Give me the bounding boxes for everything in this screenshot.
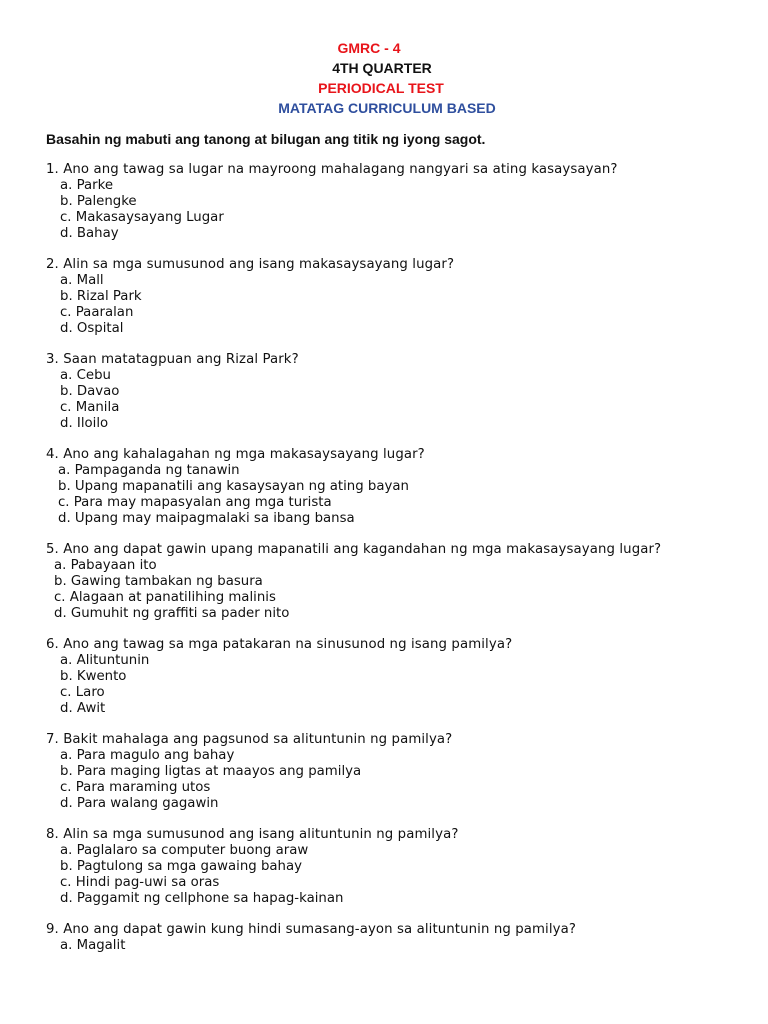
choice-c: c. Hindi pag-uwi sa oras <box>60 875 220 890</box>
choice-a: a. Para magulo ang bahay <box>60 748 235 763</box>
choice-b: b. Davao <box>60 384 120 399</box>
choice-d: d. Gumuhit ng graffiti sa pader nito <box>54 606 290 621</box>
question-7 <box>46 732 728 812</box>
choice-b: b. Kwento <box>60 669 127 684</box>
choice-list <box>46 843 728 907</box>
choice-a: a. Cebu <box>60 368 111 383</box>
choice-b: b. Rizal Park <box>60 289 142 304</box>
instructions: Basahin ng mabuti ang tanong at bilugan ang titik ng iyong sagot. <box>46 131 486 147</box>
quarter-title: 4TH QUARTER <box>332 60 432 76</box>
question-text: 6. Ano ang tawag sa mga patakaran na sinusunod ng isang pamilya? <box>46 637 513 652</box>
choice-b: b. Pagtulong sa mga gawaing bahay <box>60 859 302 874</box>
choice-list <box>46 273 728 337</box>
choice-d: d. Paggamit ng cellphone sa hapag-kainan <box>60 891 344 906</box>
question-2 <box>46 257 728 337</box>
choice-c: c. Laro <box>60 685 105 700</box>
question-text: 8. Alin sa mga sumusunod ang isang alituntunin ng pamilya? <box>46 827 459 842</box>
choice-b: b. Upang mapanatili ang kasaysayan ng ating bayan <box>58 479 409 494</box>
choice-d: d. Upang may maipagmalaki sa ibang bansa <box>58 511 355 526</box>
choice-c: c. Para maraming utos <box>60 780 211 795</box>
choice-d: d. Ospital <box>60 321 124 336</box>
document-header <box>46 38 728 118</box>
choice-a: a. Pabayaan ito <box>54 558 157 573</box>
question-6 <box>46 637 728 717</box>
choice-c: c. Paaralan <box>60 305 134 320</box>
choice-d: d. Bahay <box>60 226 119 241</box>
choice-c: c. Para may mapasyalan ang mga turista <box>58 495 332 510</box>
choice-b: b. Para maging ligtas at maayos ang pamilya <box>60 764 362 779</box>
choice-list <box>46 938 728 954</box>
choice-a: a. Mall <box>60 273 104 288</box>
question-text: 2. Alin sa mga sumusunod ang isang makasaysayang lugar? <box>46 257 455 272</box>
choice-d: d. Para walang gagawin <box>60 796 219 811</box>
question-4 <box>46 447 728 527</box>
question-8 <box>46 827 728 907</box>
question-text: 9. Ano ang dapat gawin kung hindi sumasang-ayon sa alituntunin ng pamilya? <box>46 922 577 937</box>
question-5 <box>46 542 728 622</box>
choice-c: c. Alagaan at panatilihing malinis <box>54 590 276 605</box>
choice-a: a. Parke <box>60 178 114 193</box>
choice-c: c. Manila <box>60 400 120 415</box>
question-text: 3. Saan matatagpuan ang Rizal Park? <box>46 352 299 367</box>
choice-b: b. Palengke <box>60 194 137 209</box>
question-text: 1. Ano ang tawag sa lugar na mayroong mahalagang nangyari sa ating kasaysayan? <box>46 162 618 177</box>
choice-list <box>46 653 728 717</box>
choice-a: a. Pampaganda ng tanawin <box>58 463 240 478</box>
choice-a: a. Alituntunin <box>60 653 150 668</box>
question-1 <box>46 162 728 242</box>
choice-list <box>46 558 728 622</box>
question-3 <box>46 352 728 432</box>
choice-list <box>46 178 728 242</box>
test-title: PERIODICAL TEST <box>318 80 444 96</box>
question-9 <box>46 922 728 954</box>
subject-title: GMRC - 4 <box>337 40 401 56</box>
choice-d: d. Iloilo <box>60 416 109 431</box>
curriculum-title: MATATAG CURRICULUM BASED <box>278 100 496 116</box>
choice-list <box>46 368 728 432</box>
choice-c: c. Makasaysayang Lugar <box>60 210 224 225</box>
choice-a: a. Paglalaro sa computer buong araw <box>60 843 309 858</box>
choice-b: b. Gawing tambakan ng basura <box>54 574 263 589</box>
question-text: 7. Bakit mahalaga ang pagsunod sa alituntunin ng pamilya? <box>46 732 453 747</box>
question-text: 4. Ano ang kahalagahan ng mga makasaysayang lugar? <box>46 447 425 462</box>
question-text: 5. Ano ang dapat gawin upang mapanatili ang kagandahan ng mga makasaysayang lugar? <box>46 542 662 557</box>
choice-d: d. Awit <box>60 701 106 716</box>
choice-a: a. Magalit <box>60 938 126 953</box>
choice-list <box>46 463 728 527</box>
choice-list <box>46 748 728 812</box>
